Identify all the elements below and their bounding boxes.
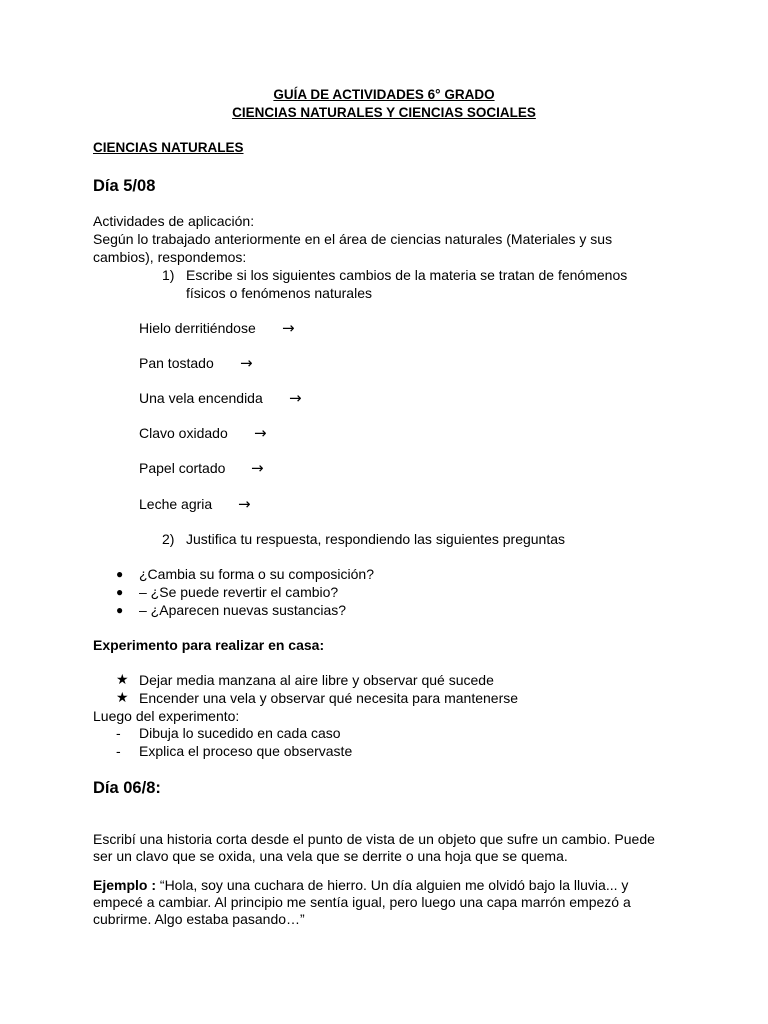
question-1-line-1: Escribe si los siguientes cambios de la materia se tratan de fenómenos xyxy=(186,267,628,283)
intro-line-3: cambios), respondemos: xyxy=(93,249,247,265)
experiment-heading: Experimento para realizar en casa: xyxy=(93,637,325,653)
item-label: Pan tostado xyxy=(139,355,214,371)
question-1-line-2: físicos o fenómenos naturales xyxy=(186,285,372,301)
arrow-icon: → xyxy=(240,354,253,372)
bullet-text: ¿Cambia su forma o su composición? xyxy=(139,566,374,582)
arrow-icon: → xyxy=(251,459,264,477)
example-line-2: empecé a cambiar. Al principio me sentía igual, pero luego una capa marrón empezó a xyxy=(93,894,631,910)
question-2-text: Justifica tu respuesta, respondiendo las siguientes preguntas xyxy=(186,531,566,547)
after-experiment-item: Dibuja lo sucedido en cada caso xyxy=(139,725,341,741)
story-line-1: Escribí una historia corta desde el punto de vista de un objeto que sufre un cambio. Puede xyxy=(93,831,655,847)
after-experiment-label: Luego del experimento: xyxy=(93,708,240,724)
experiment-step: Dejar media manzana al aire libre y observar qué sucede xyxy=(139,672,494,688)
example-line-1 xyxy=(93,876,628,894)
arrow-icon: → xyxy=(238,495,251,513)
bullet-icon: ● xyxy=(116,567,124,581)
experiment-step: Encender una vela y observar qué necesita para mantenerse xyxy=(139,690,519,706)
question-1-number: 1) xyxy=(162,267,175,283)
dash-icon: - xyxy=(116,725,121,741)
star-icon: ★ xyxy=(116,672,129,688)
bullet-text: – ¿Aparecen nuevas sustancias? xyxy=(139,602,347,618)
arrow-icon: → xyxy=(289,389,302,407)
section-heading: CIENCIAS NATURALES xyxy=(93,140,244,155)
day1-heading: Día 5/08 xyxy=(93,177,156,195)
item-label: Clavo oxidado xyxy=(139,425,228,441)
intro-line-1: Actividades de aplicación: xyxy=(93,213,255,229)
document-title: GUÍA DE ACTIVIDADES 6° GRADO xyxy=(273,87,495,102)
bullet-icon: ● xyxy=(116,603,124,617)
star-icon: ★ xyxy=(116,690,129,706)
item-label: Hielo derritiéndose xyxy=(139,320,256,336)
item-label: Leche agria xyxy=(139,496,213,512)
example-line-3: cubrirme. Algo estaba pasando…” xyxy=(93,911,305,927)
story-line-2: ser un clavo que se oxida, una vela que se derrite o una hoja que se quema. xyxy=(93,848,568,864)
arrow-icon: → xyxy=(282,319,295,337)
day2-heading: Día 06/8: xyxy=(93,779,161,797)
item-label: Una vela encendida xyxy=(139,390,263,406)
example-text-1: “Hola, soy una cuchara de hierro. Un día alguien me olvidó bajo la lluvia... y xyxy=(156,877,629,893)
bullet-icon: ● xyxy=(116,585,124,599)
dash-icon: - xyxy=(116,743,121,759)
document-subtitle: CIENCIAS NATURALES Y CIENCIAS SOCIALES xyxy=(232,105,536,120)
after-experiment-item: Explica el proceso que observaste xyxy=(139,743,353,759)
bullet-text: – ¿Se puede revertir el cambio? xyxy=(139,584,339,600)
question-2-number: 2) xyxy=(162,531,175,547)
example-label: Ejemplo : xyxy=(93,877,157,893)
arrow-icon: → xyxy=(254,424,267,442)
intro-line-2: Según lo trabajado anteriormente en el área de ciencias naturales (Materiales y sus xyxy=(93,231,613,247)
item-label: Papel cortado xyxy=(139,460,226,476)
